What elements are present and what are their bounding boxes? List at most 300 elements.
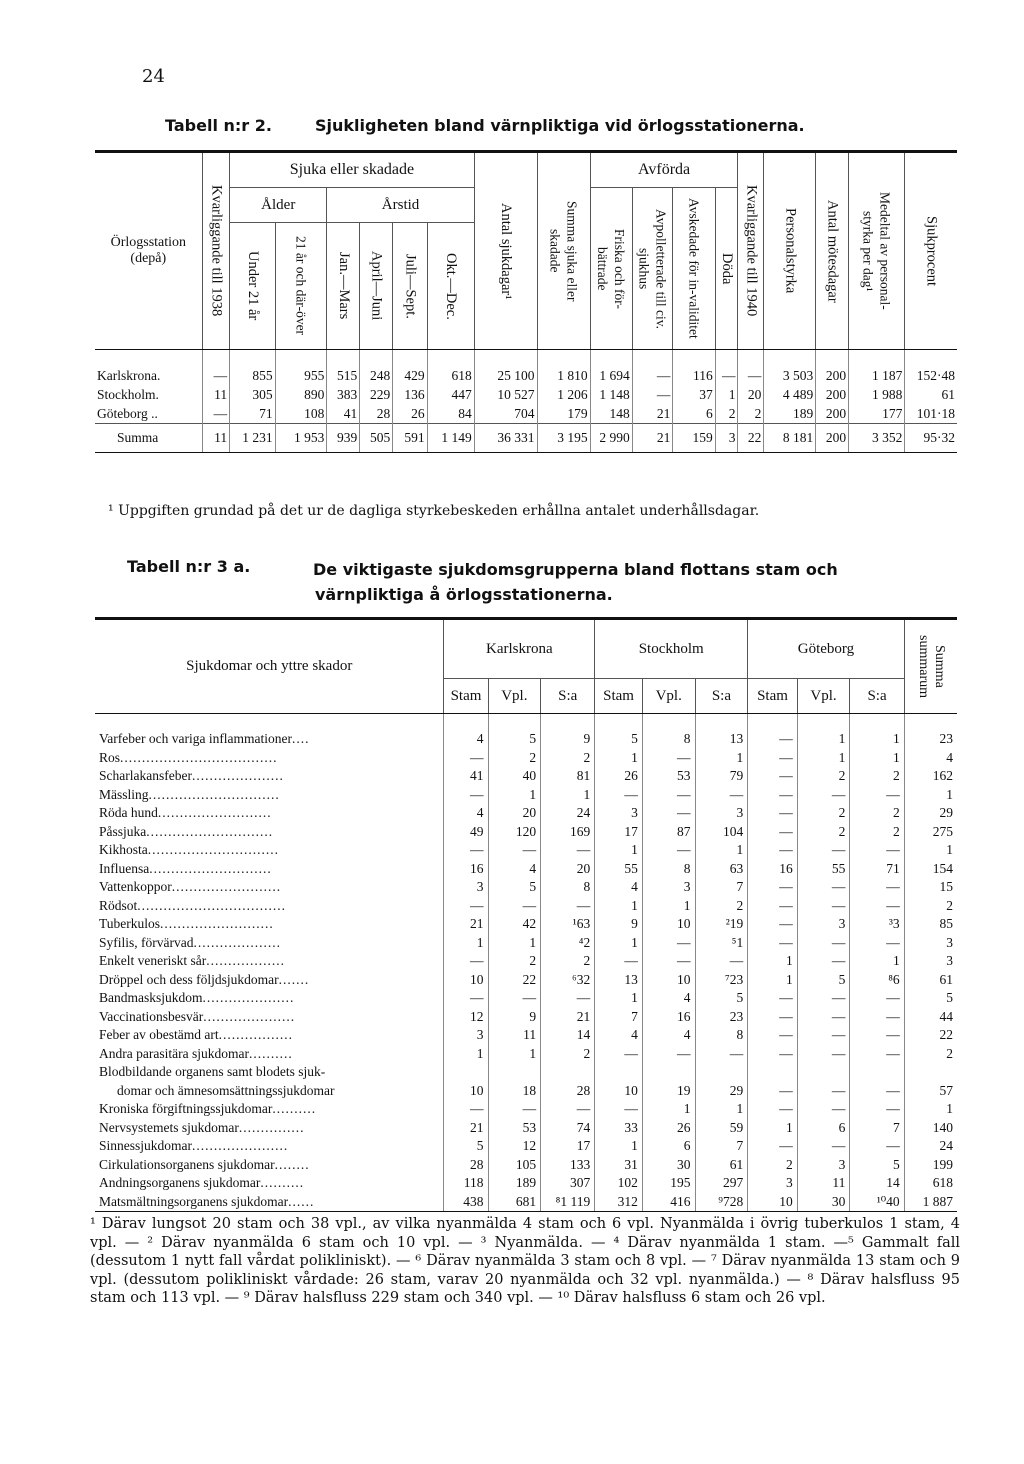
table3-cell: 1 xyxy=(904,786,957,805)
disease-label: domar och ämnesomsättningssjukdomar xyxy=(117,1082,335,1098)
table2-footnote: ¹ Uppgiften grundad på det ur de dagliga styrkebeskeden erhållna antalet underhållsdagar. xyxy=(108,503,760,519)
leader-dots: ................. xyxy=(218,1027,293,1043)
table3-cell: — xyxy=(850,1008,904,1027)
disease-name xyxy=(95,1082,444,1101)
table3-cell: — xyxy=(797,1045,850,1064)
table2-cell: — xyxy=(202,350,230,386)
table3-cell: — xyxy=(595,786,643,805)
table3-cell: — xyxy=(748,915,797,934)
table3-cell: 42 xyxy=(488,915,541,934)
disease-label: Vattenkoppor xyxy=(99,879,172,895)
table3-cell: 59 xyxy=(695,1119,748,1138)
disease-name xyxy=(95,860,444,879)
table3-cell: 307 xyxy=(541,1174,595,1193)
table2-cell: 591 xyxy=(393,424,427,453)
table2-cell: 229 xyxy=(360,385,393,404)
table-row xyxy=(95,860,957,879)
table3-cell xyxy=(695,1063,748,1082)
table3-cell: — xyxy=(695,1045,748,1064)
table3-cell: 10 xyxy=(444,1082,488,1101)
disease-name xyxy=(95,952,444,971)
table3-cell: 1 xyxy=(595,1137,643,1156)
table3-cell: ⁵1 xyxy=(695,934,748,953)
table3-cell: 4 xyxy=(444,714,488,749)
table3-cell: 1 xyxy=(642,897,695,916)
table-row xyxy=(95,404,957,424)
table3-cell: 4 xyxy=(595,878,643,897)
header-under-21: Under 21 år xyxy=(230,223,275,350)
table3-cell: 2 xyxy=(850,823,904,842)
table3-cell: 4 xyxy=(488,860,541,879)
table2-cell: 25 100 xyxy=(474,350,537,386)
table-row xyxy=(95,1100,957,1119)
table2-cell: 515 xyxy=(327,350,360,386)
table-row xyxy=(95,989,957,1008)
table2-cell: 1 953 xyxy=(275,424,327,453)
table3-cell: 199 xyxy=(904,1156,957,1175)
table3-cell: 20 xyxy=(541,860,595,879)
table3-cell: ²19 xyxy=(695,915,748,934)
table3-cell: — xyxy=(748,823,797,842)
leader-dots: ...... xyxy=(288,1193,315,1209)
table2-cell: 36 331 xyxy=(474,424,537,453)
table3-cell: — xyxy=(642,952,695,971)
table3-cell: 55 xyxy=(595,860,643,879)
disease-name xyxy=(95,1045,444,1064)
header-stockholm: Stockholm xyxy=(595,619,748,679)
table3-cell: 71 xyxy=(850,860,904,879)
header-goteborg-sa: S:a xyxy=(850,679,904,714)
disease-name xyxy=(95,749,444,768)
table2-cell: 618 xyxy=(427,350,474,386)
table3-cell: 8 xyxy=(695,1026,748,1045)
table3-cell: 438 xyxy=(444,1193,488,1212)
table3-cell: 162 xyxy=(904,767,957,786)
table3-cell: 1 xyxy=(595,989,643,1008)
table2-cell: 383 xyxy=(327,385,360,404)
table3-cell: 7 xyxy=(695,1137,748,1156)
table3-cell: — xyxy=(748,934,797,953)
table3-cell: 33 xyxy=(595,1119,643,1138)
table3-cell: 30 xyxy=(642,1156,695,1175)
table3-cell: 57 xyxy=(904,1082,957,1101)
table3-cell: 30 xyxy=(797,1193,850,1212)
disease-label: Blodbildande organens samt blodets sjuk- xyxy=(99,1064,326,1080)
header-arstid: Årstid xyxy=(327,188,474,223)
table3-cell: — xyxy=(748,749,797,768)
table2-cell: 71 xyxy=(230,404,275,424)
table2-cell: 11 xyxy=(202,424,230,453)
table2-title: Sjukligheten bland värnpliktiga vid örlogsstationerna. xyxy=(315,116,805,135)
table3-cell: 1 xyxy=(695,1100,748,1119)
header-station: Örlogsstation (depå) xyxy=(95,152,202,350)
table2-cell: 3 503 xyxy=(764,350,816,386)
table3-cell: — xyxy=(797,1100,850,1119)
disease-label: Sinnessjukdomar xyxy=(99,1138,192,1154)
table2-cell: — xyxy=(632,350,673,386)
table3-cell: 120 xyxy=(488,823,541,842)
leader-dots: ............... xyxy=(238,1119,305,1135)
table3-cell: 1 xyxy=(904,841,957,860)
table3-cell: 189 xyxy=(488,1174,541,1193)
table2-cell: 3 352 xyxy=(849,424,905,453)
table3-cell: 3 xyxy=(748,1174,797,1193)
table3-cell: — xyxy=(748,767,797,786)
table2-cell: 2 990 xyxy=(590,424,632,453)
table-row xyxy=(95,1082,957,1101)
table3-cell: 5 xyxy=(595,714,643,749)
table3-cell: 20 xyxy=(488,804,541,823)
table3-cell: 11 xyxy=(797,1174,850,1193)
table3-cell: 133 xyxy=(541,1156,595,1175)
table2-cell: 37 xyxy=(673,385,715,404)
table3-cell: 1 887 xyxy=(904,1193,957,1212)
table3-cell: 74 xyxy=(541,1119,595,1138)
table3-cell: — xyxy=(695,786,748,805)
leader-dots: .......................... xyxy=(160,916,274,932)
table2-cell: 22 xyxy=(738,424,764,453)
table2-cell: 41 xyxy=(327,404,360,424)
table3-cell: 8 xyxy=(642,714,695,749)
table3-cell: 10 xyxy=(642,915,695,934)
table2-cell: 108 xyxy=(275,404,327,424)
disease-label: Tuberkulos xyxy=(99,916,161,932)
table2-cell: 305 xyxy=(230,385,275,404)
table3-cell: 1 xyxy=(541,786,595,805)
table3-cell xyxy=(904,1063,957,1082)
table3-cell: — xyxy=(444,897,488,916)
table3-cell: — xyxy=(748,1137,797,1156)
table2-cell: 177 xyxy=(849,404,905,424)
table3-cell: 87 xyxy=(642,823,695,842)
table3-cell: 85 xyxy=(904,915,957,934)
station-name: Göteborg .. xyxy=(97,405,158,421)
table2-cell: 95·32 xyxy=(905,424,957,453)
header-medeltal: Medeltal av personal-styrka per dag¹ xyxy=(849,152,905,350)
table3-cell: — xyxy=(748,804,797,823)
table3-cell: 16 xyxy=(642,1008,695,1027)
disease-name xyxy=(95,897,444,916)
table3-cell xyxy=(850,1063,904,1082)
table2-cell: 1 231 xyxy=(230,424,275,453)
header-karlskrona-vpl: Vpl. xyxy=(488,679,541,714)
table2-cell: — xyxy=(632,385,673,404)
header-avskedade: Avskedade för in-validitet xyxy=(673,188,715,350)
table3-cell: — xyxy=(695,952,748,971)
table3-cell: — xyxy=(444,749,488,768)
table3-cell: 5 xyxy=(797,971,850,990)
station-name: Stockholm. xyxy=(97,386,159,402)
page-number: 24 xyxy=(142,66,165,87)
disease-name xyxy=(95,841,444,860)
table2-cell: 10 527 xyxy=(474,385,537,404)
table3-cell: — xyxy=(850,1100,904,1119)
table3-cell: 23 xyxy=(904,714,957,749)
disease-label: Scharlakansfeber xyxy=(99,768,192,784)
table3-cell: 140 xyxy=(904,1119,957,1138)
table3-cell: — xyxy=(748,1008,797,1027)
disease-label: Ros xyxy=(99,749,121,765)
table3-cell: 3 xyxy=(642,878,695,897)
table3-cell: — xyxy=(541,841,595,860)
table3-cell: 5 xyxy=(444,1137,488,1156)
disease-label: Påssjuka xyxy=(99,823,147,839)
table3-cell: 24 xyxy=(904,1137,957,1156)
table3-cell: 28 xyxy=(541,1082,595,1101)
table3-cell: 13 xyxy=(595,971,643,990)
header-stockholm-stam: Stam xyxy=(595,679,643,714)
table3-cell: 105 xyxy=(488,1156,541,1175)
disease-label: Enkelt veneriskt sår xyxy=(99,953,207,969)
table2-cell: — xyxy=(202,404,230,424)
table3-cell xyxy=(642,1063,695,1082)
table-row xyxy=(95,934,957,953)
table3-cell: 681 xyxy=(488,1193,541,1212)
header-goteborg-vpl: Vpl. xyxy=(797,679,850,714)
table3-cell: — xyxy=(748,714,797,749)
header-over-21: 21 år och där-över xyxy=(275,223,327,350)
disease-label: Cirkulationsorganens sjukdomar xyxy=(99,1156,275,1172)
table-row xyxy=(95,714,957,749)
table-row xyxy=(95,1045,957,1064)
table3-cell: 19 xyxy=(642,1082,695,1101)
disease-name xyxy=(95,1063,444,1082)
table3-cell: 21 xyxy=(444,1119,488,1138)
table3-cell: — xyxy=(595,1100,643,1119)
table-row xyxy=(95,1193,957,1212)
table2-cell: 1 206 xyxy=(537,385,590,404)
table3-cell: — xyxy=(642,786,695,805)
table3-cell: 40 xyxy=(488,767,541,786)
disease-name xyxy=(95,1174,444,1193)
table3-cell: 17 xyxy=(595,823,643,842)
table3-cell: — xyxy=(444,841,488,860)
table3-cell: 4 xyxy=(904,749,957,768)
table3-cell: — xyxy=(797,934,850,953)
table3-cell: 53 xyxy=(642,767,695,786)
leader-dots: ........ xyxy=(274,1156,310,1172)
leader-dots: .......................... xyxy=(157,805,272,821)
table2-cell: 2 xyxy=(738,404,764,424)
table3-cell: 118 xyxy=(444,1174,488,1193)
table3-label: Tabell n:r 3 a. xyxy=(127,557,251,576)
table3-cell: 31 xyxy=(595,1156,643,1175)
table2-cell: 1 694 xyxy=(590,350,632,386)
disease-name xyxy=(95,767,444,786)
table3-cell: ¹63 xyxy=(541,915,595,934)
table3-cell: — xyxy=(797,1008,850,1027)
table2-cell: 955 xyxy=(275,350,327,386)
table2-cell: 26 xyxy=(393,404,427,424)
table2-cell: 2 xyxy=(715,404,738,424)
table2-cell: 84 xyxy=(427,404,474,424)
table2 xyxy=(95,150,957,453)
table3-cell: 1 xyxy=(488,1045,541,1064)
table3-cell: — xyxy=(444,952,488,971)
table3-cell: 2 xyxy=(541,1045,595,1064)
table3-cell: 12 xyxy=(488,1137,541,1156)
header-stockholm-vpl: Vpl. xyxy=(642,679,695,714)
table2-cell: 855 xyxy=(230,350,275,386)
table3-cell: 1 xyxy=(850,714,904,749)
disease-name xyxy=(95,989,444,1008)
table3-cell: 4 xyxy=(642,989,695,1008)
table3-cell: ⁶32 xyxy=(541,971,595,990)
table-row xyxy=(95,1156,957,1175)
header-avforda: Avförda xyxy=(590,152,738,188)
table3-cell: 28 xyxy=(444,1156,488,1175)
table-row xyxy=(95,804,957,823)
header-motesdagar: Antal mötesdagar xyxy=(816,152,849,350)
disease-label: Röda hund xyxy=(99,805,158,821)
table3-cell: 1 xyxy=(642,1100,695,1119)
table3-cell: 10 xyxy=(642,971,695,990)
table3-cell: — xyxy=(444,786,488,805)
table3-cell: 169 xyxy=(541,823,595,842)
table3-cell: ¹⁰40 xyxy=(850,1193,904,1212)
table2-sum-row xyxy=(95,424,957,453)
table2-cell: 1 149 xyxy=(427,424,474,453)
table3-cell: — xyxy=(748,1026,797,1045)
table2-cell: 11 xyxy=(202,385,230,404)
table3-cell: 61 xyxy=(904,971,957,990)
table3-cell: 16 xyxy=(748,860,797,879)
table3-cell: 5 xyxy=(850,1156,904,1175)
header-okt-dec: Okt.—Dec. xyxy=(427,223,474,350)
table3-cell: — xyxy=(541,897,595,916)
table2-cell: 21 xyxy=(632,404,673,424)
table3-cell: 29 xyxy=(904,804,957,823)
header-goteborg: Göteborg xyxy=(748,619,904,679)
table3-cell: — xyxy=(850,1137,904,1156)
header-juli-sept: Juli—Sept. xyxy=(393,223,427,350)
table3-cell: — xyxy=(444,989,488,1008)
header-kvarliggande-1940: Kvarliggande till 1940 xyxy=(738,152,764,350)
disease-label: Rödsot xyxy=(99,897,138,913)
leader-dots: ...................... xyxy=(192,1138,289,1154)
table3-cell: 195 xyxy=(642,1174,695,1193)
table3-cell xyxy=(541,1063,595,1082)
table3-cell: 3 xyxy=(444,1026,488,1045)
table3-cell: — xyxy=(850,1045,904,1064)
leader-dots: ..................... xyxy=(191,768,284,784)
table2-cell: 248 xyxy=(360,350,393,386)
table3-cell: 416 xyxy=(642,1193,695,1212)
table3-cell: 26 xyxy=(595,767,643,786)
leader-dots: .............................. xyxy=(147,842,279,858)
table2-cell: 939 xyxy=(327,424,360,453)
table3-cell: 297 xyxy=(695,1174,748,1193)
table3-title xyxy=(313,557,838,607)
table3-cell: 15 xyxy=(904,878,957,897)
leader-dots: .......... xyxy=(248,1045,293,1061)
table-row xyxy=(95,1119,957,1138)
table3-cell: 1 xyxy=(444,934,488,953)
table2-cell: 3 xyxy=(715,424,738,453)
table3-cell: 21 xyxy=(444,915,488,934)
table3 xyxy=(95,617,957,1212)
table3-cell: ⁹728 xyxy=(695,1193,748,1212)
table3-cell: 2 xyxy=(797,823,850,842)
header-stockholm-sa: S:a xyxy=(695,679,748,714)
table3-cell: 9 xyxy=(541,714,595,749)
table3-cell: — xyxy=(595,1045,643,1064)
table3-cell xyxy=(488,1063,541,1082)
leader-dots: .................. xyxy=(206,953,285,969)
table3-cell: 22 xyxy=(488,971,541,990)
disease-label: Feber av obestämd art xyxy=(99,1027,219,1043)
table2-cell: 4 489 xyxy=(764,385,816,404)
table3-cell: 5 xyxy=(695,989,748,1008)
leader-dots: ............................ xyxy=(149,860,272,876)
header-jan-mars: Jan.—Mars xyxy=(327,223,360,350)
table3-cell: — xyxy=(850,897,904,916)
table3-cell: 7 xyxy=(695,878,748,897)
header-summa-summarum: Summa summarum xyxy=(904,619,957,714)
table2-cell: 890 xyxy=(275,385,327,404)
table3-cell: 12 xyxy=(444,1008,488,1027)
table3-cell: — xyxy=(850,1026,904,1045)
table3-cell: — xyxy=(642,749,695,768)
leader-dots: ....... xyxy=(278,971,310,987)
table3-cell: 1 xyxy=(904,1100,957,1119)
station-name: Karlskrona. xyxy=(97,367,161,383)
table3-footnotes: ¹ Därav lungsot 20 stam och 38 vpl., av vilka nyanmälda 4 stam och 6 vpl. Nyanmälda i övrig tuberkulos 1 stam, 4 vpl. — ² Därav nyanmälda 6 stam och 10 vpl. — ³ Nyanmälda. — ⁴ Därav nyanmälda 1 stam. —⁵ Gammalt fall (dessutom 1 nytt fall vårdat polikliniskt). — ⁶ Därav nyanmälda 3 stam och 8 vpl. — ⁷ Därav nyanmälda 13 stam och 9 vpl. (dessutom polikliniskt vårdade: 26 stam, varav 20 nyanmälda och 32 vpl. nyanmälda.) — ⁸ Därav halsfluss 95 stam och 113 vpl. — ⁹ Därav halsfluss 229 stam och 340 vpl. — ¹⁰ Därav halsfluss 6 stam och 26 vpl. xyxy=(90,1216,960,1306)
table3-cell: 18 xyxy=(488,1082,541,1101)
table3-cell: 3 xyxy=(797,1156,850,1175)
table3-cell: — xyxy=(850,878,904,897)
header-disease: Sjukdomar och yttre skador xyxy=(95,619,444,714)
table3-cell: — xyxy=(748,841,797,860)
table-row xyxy=(95,767,957,786)
table3-cell: — xyxy=(488,841,541,860)
table3-cell: 10 xyxy=(595,1082,643,1101)
table-row xyxy=(95,1174,957,1193)
table3-cell: 3 xyxy=(904,934,957,953)
table3-cell: — xyxy=(797,841,850,860)
table3-cell: 1 xyxy=(444,1045,488,1064)
table2-cell: 1 148 xyxy=(590,385,632,404)
table3-cell: 61 xyxy=(695,1156,748,1175)
table3-cell: — xyxy=(797,952,850,971)
header-doda: Döda xyxy=(715,188,738,350)
table3-cell: — xyxy=(797,1082,850,1101)
table3-cell: 2 xyxy=(904,897,957,916)
leader-dots: .......... xyxy=(272,1101,317,1117)
table3-cell: 154 xyxy=(904,860,957,879)
table3-cell: — xyxy=(642,1045,695,1064)
table3-cell: — xyxy=(748,897,797,916)
table-row xyxy=(95,823,957,842)
table3-cell: 2 xyxy=(850,804,904,823)
header-avpolletterade: Avpolletterade till civ. sjukhus xyxy=(632,188,673,350)
table-row xyxy=(95,749,957,768)
table3-cell: 3 xyxy=(695,804,748,823)
table-row xyxy=(95,841,957,860)
table3-cell: 2 xyxy=(695,897,748,916)
disease-name xyxy=(95,915,444,934)
table3-cell: 41 xyxy=(444,767,488,786)
table3-cell: — xyxy=(797,1137,850,1156)
table3-cell: — xyxy=(488,989,541,1008)
table-row xyxy=(95,878,957,897)
table3-cell: 79 xyxy=(695,767,748,786)
table-row xyxy=(95,1026,957,1045)
table3-cell: 1 xyxy=(748,952,797,971)
disease-name xyxy=(95,1008,444,1027)
table2-cell: 200 xyxy=(816,424,849,453)
table3-cell: — xyxy=(850,786,904,805)
